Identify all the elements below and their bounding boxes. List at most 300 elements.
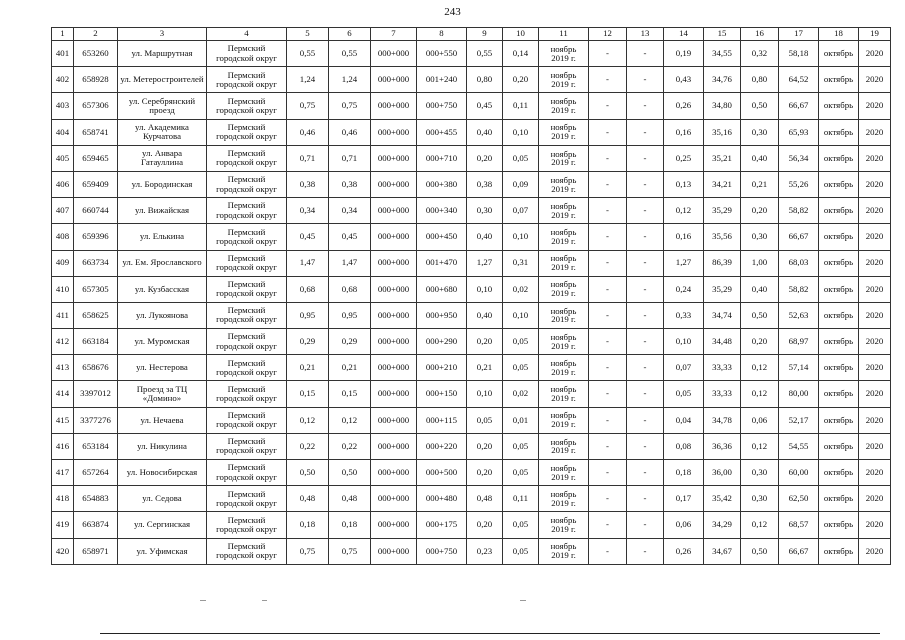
year-cell: 2020 bbox=[859, 67, 891, 93]
road-code-cell: 658741 bbox=[74, 119, 118, 145]
table-row bbox=[52, 41, 891, 67]
road-code-cell: 659396 bbox=[74, 224, 118, 250]
column-header: 1 bbox=[52, 28, 74, 41]
cell: 0,07 bbox=[503, 198, 539, 224]
district-cell: Пермский городской округ bbox=[207, 276, 287, 302]
row-number-cell: 403 bbox=[52, 93, 74, 119]
cell: 35,21 bbox=[704, 145, 741, 171]
cell: 000+000 bbox=[371, 381, 417, 407]
cell: 000+000 bbox=[371, 538, 417, 564]
cell: 80,00 bbox=[779, 381, 819, 407]
cell: 000+000 bbox=[371, 433, 417, 459]
scan-mark bbox=[520, 600, 526, 601]
cell: 000+000 bbox=[371, 355, 417, 381]
row-number-cell: 415 bbox=[52, 407, 74, 433]
table-row bbox=[52, 329, 891, 355]
street-name-cell: ул. Бородинская bbox=[118, 171, 207, 197]
cell: 0,02 bbox=[503, 276, 539, 302]
date-cell: ноябрь 2019 г. bbox=[539, 67, 589, 93]
street-name-cell: ул. Маршрутная bbox=[118, 41, 207, 67]
cell: 0,10 bbox=[503, 119, 539, 145]
cell: 0,12 bbox=[287, 407, 329, 433]
cell: 0,50 bbox=[329, 460, 371, 486]
cell: - bbox=[589, 486, 627, 512]
row-number-cell: 419 bbox=[52, 512, 74, 538]
district-cell: Пермский городской округ bbox=[207, 512, 287, 538]
cell: - bbox=[627, 433, 664, 459]
cell: 000+340 bbox=[417, 198, 467, 224]
year-cell: 2020 bbox=[859, 355, 891, 381]
road-code-cell: 657305 bbox=[74, 276, 118, 302]
month-cell: октябрь bbox=[819, 407, 859, 433]
cell: 66,67 bbox=[779, 93, 819, 119]
cell: 000+455 bbox=[417, 119, 467, 145]
cell: 0,48 bbox=[467, 486, 503, 512]
cell: - bbox=[589, 67, 627, 93]
month-cell: октябрь bbox=[819, 302, 859, 328]
cell: 55,26 bbox=[779, 171, 819, 197]
cell: 0,12 bbox=[741, 433, 779, 459]
year-cell: 2020 bbox=[859, 145, 891, 171]
month-cell: октябрь bbox=[819, 486, 859, 512]
cell: 34,78 bbox=[704, 407, 741, 433]
cell: 0,12 bbox=[664, 198, 704, 224]
cell: 57,14 bbox=[779, 355, 819, 381]
column-header: 8 bbox=[417, 28, 467, 41]
year-cell: 2020 bbox=[859, 460, 891, 486]
row-number-cell: 409 bbox=[52, 250, 74, 276]
header-row bbox=[52, 28, 891, 41]
month-cell: октябрь bbox=[819, 67, 859, 93]
column-header: 16 bbox=[741, 28, 779, 41]
cell: 0,68 bbox=[287, 276, 329, 302]
cell: 000+680 bbox=[417, 276, 467, 302]
street-name-cell: ул. Метеростроителей bbox=[118, 67, 207, 93]
table-row bbox=[52, 93, 891, 119]
cell: 0,05 bbox=[503, 538, 539, 564]
row-number-cell: 405 bbox=[52, 145, 74, 171]
year-cell: 2020 bbox=[859, 276, 891, 302]
cell: 52,63 bbox=[779, 302, 819, 328]
street-name-cell: ул. Седова bbox=[118, 486, 207, 512]
cell: 0,55 bbox=[287, 41, 329, 67]
column-header: 15 bbox=[704, 28, 741, 41]
street-name-cell: ул. Уфимская bbox=[118, 538, 207, 564]
cell: 0,12 bbox=[741, 381, 779, 407]
cell: 36,00 bbox=[704, 460, 741, 486]
cell: 34,48 bbox=[704, 329, 741, 355]
year-cell: 2020 bbox=[859, 381, 891, 407]
table-row bbox=[52, 119, 891, 145]
year-cell: 2020 bbox=[859, 433, 891, 459]
date-cell: ноябрь 2019 г. bbox=[539, 276, 589, 302]
cell: 0,30 bbox=[467, 198, 503, 224]
date-cell: ноябрь 2019 г. bbox=[539, 355, 589, 381]
cell: 0,08 bbox=[664, 433, 704, 459]
cell: 0,80 bbox=[467, 67, 503, 93]
row-number-cell: 406 bbox=[52, 171, 74, 197]
cell: 0,50 bbox=[741, 302, 779, 328]
table-row bbox=[52, 433, 891, 459]
district-cell: Пермский городской округ bbox=[207, 381, 287, 407]
cell: 000+550 bbox=[417, 41, 467, 67]
cell: - bbox=[627, 302, 664, 328]
cell: 0,14 bbox=[503, 41, 539, 67]
cell: 000+000 bbox=[371, 486, 417, 512]
cell: 000+480 bbox=[417, 486, 467, 512]
cell: 62,50 bbox=[779, 486, 819, 512]
road-code-cell: 654883 bbox=[74, 486, 118, 512]
district-cell: Пермский городской округ bbox=[207, 355, 287, 381]
month-cell: октябрь bbox=[819, 93, 859, 119]
cell: 000+450 bbox=[417, 224, 467, 250]
cell: 0,33 bbox=[664, 302, 704, 328]
cell: 0,20 bbox=[467, 145, 503, 171]
cell: 0,38 bbox=[329, 171, 371, 197]
year-cell: 2020 bbox=[859, 512, 891, 538]
date-cell: ноябрь 2019 г. bbox=[539, 381, 589, 407]
district-cell: Пермский городской округ bbox=[207, 329, 287, 355]
cell: 0,12 bbox=[741, 355, 779, 381]
page-bottom-rule bbox=[100, 633, 880, 634]
table-row bbox=[52, 67, 891, 93]
cell: 0,45 bbox=[467, 93, 503, 119]
column-header: 3 bbox=[118, 28, 207, 41]
district-cell: Пермский городской округ bbox=[207, 407, 287, 433]
cell: 000+000 bbox=[371, 119, 417, 145]
column-header: 10 bbox=[503, 28, 539, 41]
district-cell: Пермский городской округ bbox=[207, 460, 287, 486]
cell: - bbox=[627, 119, 664, 145]
year-cell: 2020 bbox=[859, 93, 891, 119]
road-code-cell: 653260 bbox=[74, 41, 118, 67]
row-number-cell: 420 bbox=[52, 538, 74, 564]
district-cell: Пермский городской округ bbox=[207, 145, 287, 171]
cell: 36,36 bbox=[704, 433, 741, 459]
cell: 0,34 bbox=[329, 198, 371, 224]
scan-mark bbox=[262, 600, 267, 601]
cell: 000+000 bbox=[371, 67, 417, 93]
cell: 0,05 bbox=[503, 512, 539, 538]
cell: 000+750 bbox=[417, 93, 467, 119]
cell: - bbox=[589, 171, 627, 197]
month-cell: октябрь bbox=[819, 41, 859, 67]
road-code-cell: 653184 bbox=[74, 433, 118, 459]
cell: 000+000 bbox=[371, 512, 417, 538]
year-cell: 2020 bbox=[859, 41, 891, 67]
cell: 0,48 bbox=[287, 486, 329, 512]
table-row bbox=[52, 276, 891, 302]
cell: 0,18 bbox=[664, 460, 704, 486]
cell: - bbox=[627, 329, 664, 355]
cell: 33,33 bbox=[704, 381, 741, 407]
cell: 60,00 bbox=[779, 460, 819, 486]
cell: - bbox=[627, 93, 664, 119]
row-number-cell: 418 bbox=[52, 486, 74, 512]
street-name-cell: ул. Сергинская bbox=[118, 512, 207, 538]
cell: 66,67 bbox=[779, 538, 819, 564]
cell: 0,45 bbox=[287, 224, 329, 250]
column-header: 7 bbox=[371, 28, 417, 41]
cell: 0,20 bbox=[467, 329, 503, 355]
year-cell: 2020 bbox=[859, 171, 891, 197]
road-code-cell: 660744 bbox=[74, 198, 118, 224]
cell: 0,46 bbox=[287, 119, 329, 145]
street-name-cell: ул. Анвара Гатауллина bbox=[118, 145, 207, 171]
table-row bbox=[52, 355, 891, 381]
cell: 0,24 bbox=[664, 276, 704, 302]
cell: 0,01 bbox=[503, 407, 539, 433]
year-cell: 2020 bbox=[859, 224, 891, 250]
table-row bbox=[52, 460, 891, 486]
cell: 0,05 bbox=[503, 433, 539, 459]
cell: 0,10 bbox=[467, 276, 503, 302]
cell: 000+220 bbox=[417, 433, 467, 459]
month-cell: октябрь bbox=[819, 512, 859, 538]
year-cell: 2020 bbox=[859, 302, 891, 328]
date-cell: ноябрь 2019 г. bbox=[539, 460, 589, 486]
cell: 0,34 bbox=[287, 198, 329, 224]
month-cell: октябрь bbox=[819, 171, 859, 197]
table-row bbox=[52, 381, 891, 407]
road-code-cell: 657264 bbox=[74, 460, 118, 486]
cell: 34,55 bbox=[704, 41, 741, 67]
cell: 0,15 bbox=[329, 381, 371, 407]
cell: 0,10 bbox=[467, 381, 503, 407]
cell: 0,75 bbox=[329, 538, 371, 564]
cell: 001+470 bbox=[417, 250, 467, 276]
cell: 1,47 bbox=[329, 250, 371, 276]
cell: 0,11 bbox=[503, 93, 539, 119]
cell: 0,20 bbox=[467, 460, 503, 486]
cell: 000+710 bbox=[417, 145, 467, 171]
cell: - bbox=[589, 381, 627, 407]
cell: - bbox=[627, 538, 664, 564]
cell: 000+750 bbox=[417, 538, 467, 564]
date-cell: ноябрь 2019 г. bbox=[539, 93, 589, 119]
cell: 000+000 bbox=[371, 407, 417, 433]
cell: 0,02 bbox=[503, 381, 539, 407]
cell: 0,21 bbox=[287, 355, 329, 381]
street-name-cell: ул. Кузбасская bbox=[118, 276, 207, 302]
road-code-cell: 658676 bbox=[74, 355, 118, 381]
road-code-cell: 663874 bbox=[74, 512, 118, 538]
date-cell: ноябрь 2019 г. bbox=[539, 171, 589, 197]
cell: 0,17 bbox=[664, 486, 704, 512]
cell: 000+500 bbox=[417, 460, 467, 486]
table-row bbox=[52, 224, 891, 250]
row-number-cell: 411 bbox=[52, 302, 74, 328]
district-cell: Пермский городской округ bbox=[207, 119, 287, 145]
year-cell: 2020 bbox=[859, 329, 891, 355]
cell: - bbox=[627, 41, 664, 67]
cell: 0,26 bbox=[664, 538, 704, 564]
cell: - bbox=[627, 486, 664, 512]
cell: - bbox=[627, 145, 664, 171]
date-cell: ноябрь 2019 г. bbox=[539, 250, 589, 276]
cell: 0,10 bbox=[503, 224, 539, 250]
cell: 1,27 bbox=[467, 250, 503, 276]
row-number-cell: 414 bbox=[52, 381, 74, 407]
cell: 000+210 bbox=[417, 355, 467, 381]
date-cell: ноябрь 2019 г. bbox=[539, 119, 589, 145]
district-cell: Пермский городской округ bbox=[207, 198, 287, 224]
cell: - bbox=[589, 276, 627, 302]
road-code-cell: 663734 bbox=[74, 250, 118, 276]
street-name-cell: Проезд за ТЦ «Домино» bbox=[118, 381, 207, 407]
cell: 52,17 bbox=[779, 407, 819, 433]
cell: 0,75 bbox=[287, 538, 329, 564]
cell: - bbox=[589, 145, 627, 171]
cell: 0,30 bbox=[741, 224, 779, 250]
month-cell: октябрь bbox=[819, 433, 859, 459]
month-cell: октябрь bbox=[819, 119, 859, 145]
cell: 000+000 bbox=[371, 224, 417, 250]
cell: 86,39 bbox=[704, 250, 741, 276]
cell: - bbox=[589, 355, 627, 381]
district-cell: Пермский городской округ bbox=[207, 171, 287, 197]
table-row bbox=[52, 512, 891, 538]
cell: 0,43 bbox=[664, 67, 704, 93]
cell: - bbox=[627, 460, 664, 486]
district-cell: Пермский городской округ bbox=[207, 224, 287, 250]
district-cell: Пермский городской округ bbox=[207, 302, 287, 328]
road-code-cell: 3397012 bbox=[74, 381, 118, 407]
road-code-cell: 658971 bbox=[74, 538, 118, 564]
district-cell: Пермский городской округ bbox=[207, 486, 287, 512]
cell: 35,56 bbox=[704, 224, 741, 250]
cell: 000+290 bbox=[417, 329, 467, 355]
cell: - bbox=[589, 250, 627, 276]
date-cell: ноябрь 2019 г. bbox=[539, 302, 589, 328]
cell: 0,12 bbox=[329, 407, 371, 433]
cell: 0,40 bbox=[741, 145, 779, 171]
cell: 0,22 bbox=[329, 433, 371, 459]
cell: 58,82 bbox=[779, 198, 819, 224]
month-cell: октябрь bbox=[819, 355, 859, 381]
cell: 33,33 bbox=[704, 355, 741, 381]
cell: 0,09 bbox=[503, 171, 539, 197]
table-row bbox=[52, 171, 891, 197]
cell: 000+150 bbox=[417, 381, 467, 407]
cell: - bbox=[589, 224, 627, 250]
cell: 34,76 bbox=[704, 67, 741, 93]
cell: 0,50 bbox=[741, 93, 779, 119]
column-header: 2 bbox=[74, 28, 118, 41]
street-name-cell: ул. Муромская bbox=[118, 329, 207, 355]
cell: 0,18 bbox=[287, 512, 329, 538]
street-name-cell: ул. Ем. Ярославского bbox=[118, 250, 207, 276]
date-cell: ноябрь 2019 г. bbox=[539, 41, 589, 67]
row-number-cell: 408 bbox=[52, 224, 74, 250]
district-cell: Пермский городской округ bbox=[207, 93, 287, 119]
cell: 0,12 bbox=[741, 512, 779, 538]
cell: 0,80 bbox=[741, 67, 779, 93]
cell: - bbox=[589, 93, 627, 119]
road-code-cell: 3377276 bbox=[74, 407, 118, 433]
street-name-cell: ул. Елькина bbox=[118, 224, 207, 250]
cell: 34,74 bbox=[704, 302, 741, 328]
cell: 000+950 bbox=[417, 302, 467, 328]
cell: 0,05 bbox=[503, 145, 539, 171]
cell: - bbox=[627, 250, 664, 276]
month-cell: октябрь bbox=[819, 538, 859, 564]
cell: 0,11 bbox=[503, 486, 539, 512]
cell: 000+000 bbox=[371, 93, 417, 119]
cell: 0,95 bbox=[287, 302, 329, 328]
table-row bbox=[52, 407, 891, 433]
cell: 0,68 bbox=[329, 276, 371, 302]
row-number-cell: 417 bbox=[52, 460, 74, 486]
cell: 58,82 bbox=[779, 276, 819, 302]
date-cell: ноябрь 2019 г. bbox=[539, 329, 589, 355]
year-cell: 2020 bbox=[859, 198, 891, 224]
roads-table bbox=[51, 27, 891, 565]
road-code-cell: 658625 bbox=[74, 302, 118, 328]
cell: - bbox=[627, 224, 664, 250]
date-cell: ноябрь 2019 г. bbox=[539, 433, 589, 459]
cell: 0,26 bbox=[664, 93, 704, 119]
cell: 64,52 bbox=[779, 67, 819, 93]
cell: 0,38 bbox=[287, 171, 329, 197]
cell: 0,40 bbox=[467, 224, 503, 250]
cell: - bbox=[589, 407, 627, 433]
cell: 0,30 bbox=[741, 486, 779, 512]
cell: - bbox=[589, 302, 627, 328]
cell: 0,25 bbox=[664, 145, 704, 171]
cell: 35,16 bbox=[704, 119, 741, 145]
cell: 0,40 bbox=[741, 276, 779, 302]
road-code-cell: 663184 bbox=[74, 329, 118, 355]
cell: 56,34 bbox=[779, 145, 819, 171]
cell: 1,24 bbox=[329, 67, 371, 93]
cell: 000+000 bbox=[371, 145, 417, 171]
cell: - bbox=[627, 381, 664, 407]
page-number: 243 bbox=[444, 6, 461, 18]
cell: 58,18 bbox=[779, 41, 819, 67]
cell: - bbox=[589, 512, 627, 538]
month-cell: октябрь bbox=[819, 329, 859, 355]
cell: 0,46 bbox=[329, 119, 371, 145]
cell: 34,29 bbox=[704, 512, 741, 538]
cell: 1,24 bbox=[287, 67, 329, 93]
cell: 001+240 bbox=[417, 67, 467, 93]
cell: 0,71 bbox=[329, 145, 371, 171]
month-cell: октябрь bbox=[819, 460, 859, 486]
cell: 65,93 bbox=[779, 119, 819, 145]
date-cell: ноябрь 2019 г. bbox=[539, 486, 589, 512]
cell: 0,29 bbox=[287, 329, 329, 355]
cell: 000+000 bbox=[371, 198, 417, 224]
cell: 0,32 bbox=[741, 41, 779, 67]
cell: 0,10 bbox=[664, 329, 704, 355]
street-name-cell: ул. Нечаева bbox=[118, 407, 207, 433]
cell: 0,16 bbox=[664, 119, 704, 145]
date-cell: ноябрь 2019 г. bbox=[539, 407, 589, 433]
cell: 66,67 bbox=[779, 224, 819, 250]
cell: 0,95 bbox=[329, 302, 371, 328]
column-header: 12 bbox=[589, 28, 627, 41]
cell: 0,04 bbox=[664, 407, 704, 433]
date-cell: ноябрь 2019 г. bbox=[539, 198, 589, 224]
cell: 0,45 bbox=[329, 224, 371, 250]
cell: - bbox=[589, 329, 627, 355]
table-body bbox=[52, 41, 891, 565]
date-cell: ноябрь 2019 г. bbox=[539, 512, 589, 538]
cell: - bbox=[627, 171, 664, 197]
month-cell: октябрь bbox=[819, 198, 859, 224]
cell: 0,75 bbox=[329, 93, 371, 119]
